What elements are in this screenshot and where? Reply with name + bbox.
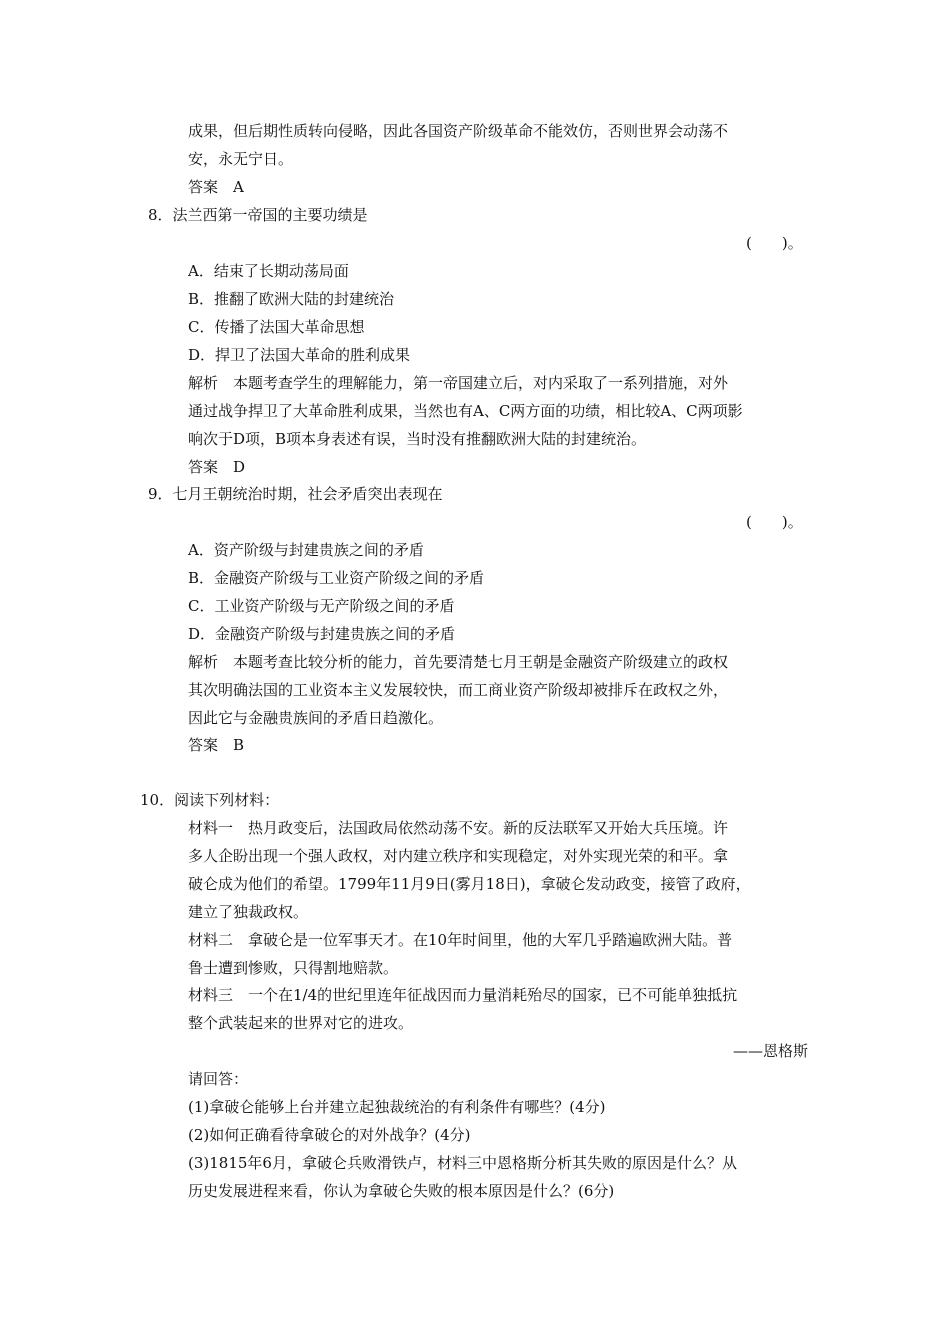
q10-subquestion-1: (1)拿破仑能够上台并建立起独裁统治的有利条件有哪些？(4分) [188, 1098, 606, 1116]
q8-answer-bracket: ( )。 [746, 234, 803, 252]
q10-material3-line: 整个武装起来的世界对它的进攻。 [188, 1014, 414, 1032]
q10-material2-line: 材料二 拿破仑是一位军事天才。在10年时间里，他的大军几乎踏遍欧洲大陆。普 [188, 931, 733, 949]
q9-stem: 9．七月王朝统治时期，社会矛盾突出表现在 [148, 485, 443, 503]
q8-option-c: C．传播了法国大革命思想 [188, 318, 365, 336]
q10-material3-line: 材料三 一个在1/4的世纪里连年征战因而力量消耗殆尽的国家，已不可能单独抵抗 [188, 986, 738, 1004]
q9-analysis-line: 解析 本题考查比较分析的能力，首先要清楚七月王朝是金融资产阶级建立的政权 [188, 653, 729, 671]
q9-answer: 答案 B [188, 736, 245, 754]
q8-option-d: D．捍卫了法国大革命的胜利成果 [188, 346, 411, 364]
q10-material1-line: 多人企盼出现一个强人政权，对内建立秩序和实现稳定，对外实现光荣的和平。拿 [188, 847, 729, 865]
q9-option-d: D．金融资产阶级与封建贵族之间的矛盾 [188, 625, 456, 643]
q10-subquestion-2: (2)如何正确看待拿破仑的对外战争？(4分) [188, 1126, 471, 1144]
q7-answer: 答案 A [188, 178, 244, 196]
q9-option-b: B．金融资产阶级与工业资产阶级之间的矛盾 [188, 569, 485, 587]
q10-material2-line: 鲁士遭到惨败，只得割地赔款。 [188, 959, 399, 977]
q8-analysis-line: 响次于D项，B项本身表述有误，当时没有推翻欧洲大陆的封建统治。 [188, 430, 647, 448]
q7-text-line: 成果，但后期性质转向侵略，因此各国资产阶级革命不能效仿，否则世界会动荡不 [188, 122, 729, 140]
q10-prompt: 请回答： [188, 1070, 249, 1088]
q10-material1-line: 破仑成为他们的希望。1799年11月9日(雾月18日)，拿破仑发动政变，接管了政府， [188, 875, 751, 893]
q10-material1-line: 建立了独裁政权。 [188, 903, 309, 921]
q8-analysis-line: 通过战争捍卫了大革命胜利成果，当然也有A、C两方面的功绩，相比较A、C两项影 [188, 402, 743, 420]
q8-analysis-line: 解析 本题考查学生的理解能力，第一帝国建立后，对内采取了一系列措施，对外 [188, 374, 729, 392]
q9-option-a: A．资产阶级与封建贵族之间的矛盾 [188, 541, 424, 559]
q8-answer: 答案 D [188, 458, 246, 476]
q10-subquestion-3-cont: 历史发展进程来看，你认为拿破仑失败的根本原因是什么？(6分) [188, 1182, 615, 1200]
q8-stem: 8．法兰西第一帝国的主要功绩是 [148, 206, 368, 224]
q10-stem: 10．阅读下列材料： [140, 791, 280, 809]
q8-option-a: A．结束了长期动荡局面 [188, 262, 349, 280]
q9-analysis-line: 其次明确法国的工业资本主义发展较快，而工商业资产阶级却被排斥在政权之外， [188, 681, 729, 699]
q7-text-line: 安，永无宁日。 [188, 150, 294, 168]
q9-option-c: C．工业资产阶级与无产阶级之间的矛盾 [188, 597, 455, 615]
q9-analysis-line: 因此它与金融贵族间的矛盾日趋激化。 [188, 709, 444, 727]
q10-subquestion-3: (3)1815年6月，拿破仑兵败滑铁卢，材料三中恩格斯分析其失败的原因是什么？从 [188, 1154, 737, 1172]
q8-option-b: B．推翻了欧洲大陆的封建统治 [188, 290, 395, 308]
q10-material1-line: 材料一 热月政变后，法国政局依然动荡不安。新的反法联军又开始大兵压境。许 [188, 819, 729, 837]
q9-answer-bracket: ( )。 [746, 513, 803, 531]
q10-attribution: ——恩格斯 [732, 1042, 808, 1060]
